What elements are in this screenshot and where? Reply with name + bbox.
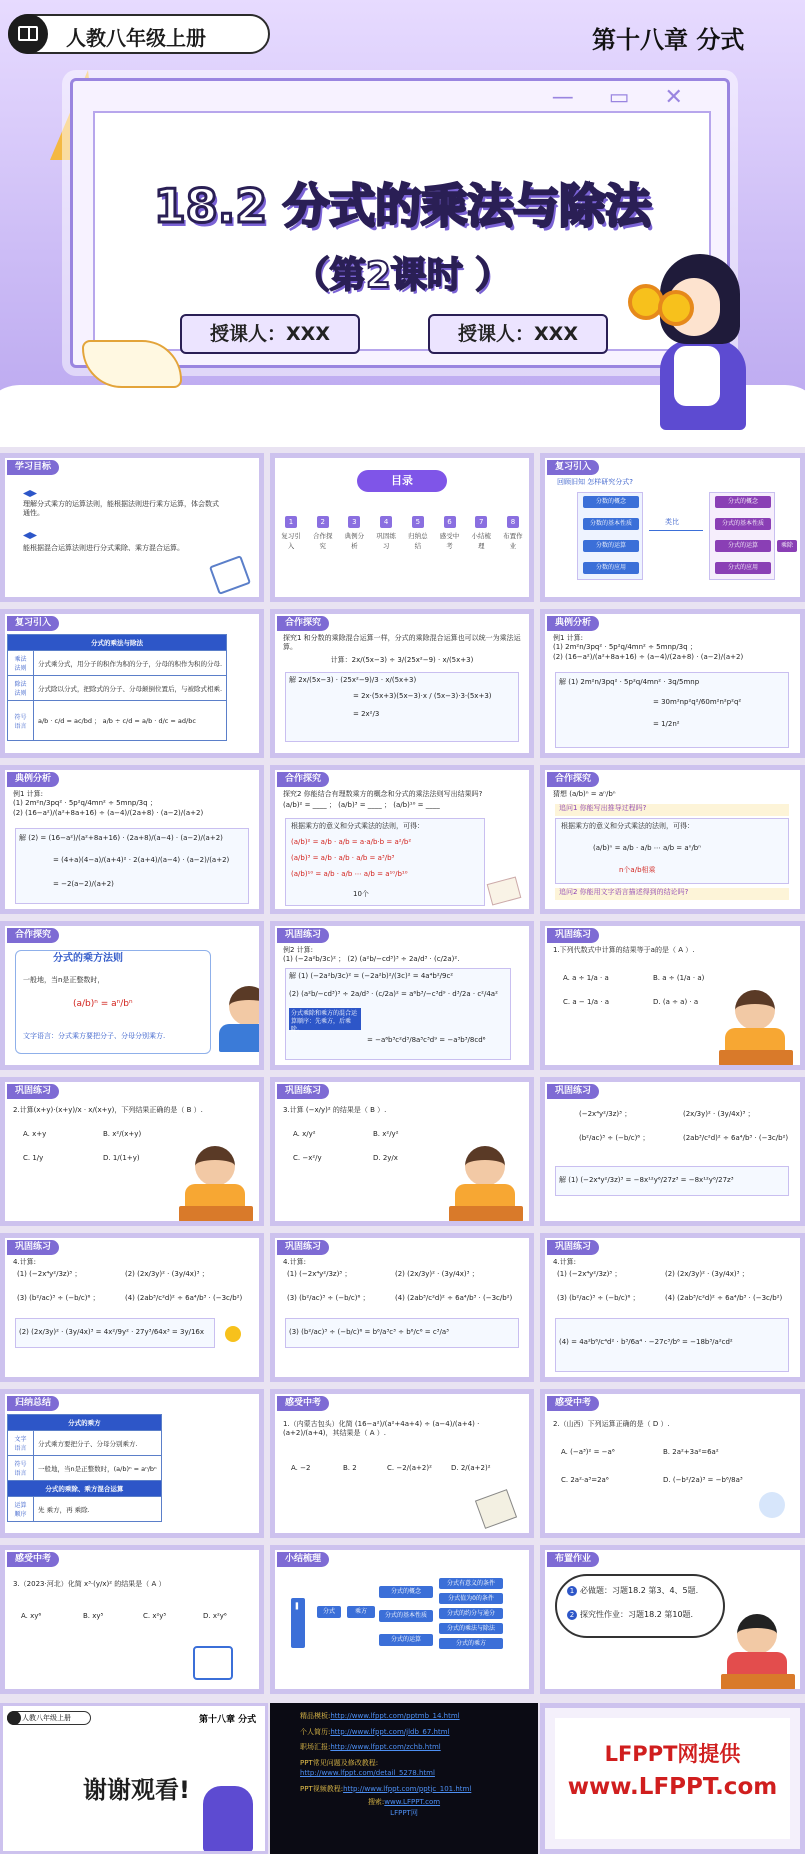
- pen-icon: [759, 1492, 785, 1518]
- table-cell: 文字语言: [8, 1431, 34, 1456]
- notepad-icon: [475, 1489, 517, 1529]
- slide-homework[interactable]: [540, 1545, 805, 1694]
- slide-exam-2[interactable]: [540, 1389, 805, 1538]
- window-controls: — ▭ ✕: [551, 85, 697, 110]
- slide-header: 复习引入: [547, 460, 599, 475]
- contents-item[interactable]: 3 典例分析: [344, 518, 365, 551]
- girl-illustration: [203, 1786, 253, 1852]
- explore-blanks: (a/b)² = ____ ； (a/b)³ = ____ ； (a/b)¹⁰ = ____: [283, 801, 440, 810]
- order-note: 分式乘除和乘方的混合运算顺序：先乘方，后乘除。: [289, 1008, 361, 1030]
- solution-line: = 2x²/3: [353, 710, 380, 718]
- explore-text: 探究1 和分数的乘除混合运算一样，分式的乘除混合运算也可以统一为乘法运算。: [283, 634, 521, 652]
- clipboard-icon: [193, 1646, 233, 1680]
- slide-header: 巩固练习: [547, 1084, 599, 1099]
- chapter-label: 第十八章 分式: [199, 1715, 257, 1725]
- slide-header: 典例分析: [547, 616, 599, 631]
- link-row[interactable]: 职场汇报:http://www.lfppt.com/zchb.html: [300, 1743, 441, 1751]
- slide-learning-goals[interactable]: [0, 453, 264, 602]
- brand-panel: [540, 1703, 805, 1854]
- slide-header: 巩固练习: [7, 1084, 59, 1099]
- question-label: 4.计算:: [13, 1258, 37, 1266]
- root-node: ▌: [291, 1598, 305, 1648]
- slide-header: 合作探究: [547, 772, 599, 787]
- slide-summary[interactable]: [0, 1389, 264, 1538]
- teacher-box-1: 授课人：XXX: [180, 314, 360, 354]
- rule-title: 分式的乘方法则: [53, 953, 123, 964]
- mindmap-leaf: 分式的乘法与除法: [439, 1623, 503, 1634]
- option-b[interactable]: B. 2a²+3a²=6a²: [663, 1448, 719, 1456]
- girl-with-binoculars-illustration: [640, 250, 750, 430]
- option-c[interactable]: C. x²y⁵: [143, 1612, 167, 1620]
- solution-line: 解 (1) 2m²n/3pq² · 5p²q/4mn² · 3q/5mnp: [559, 678, 700, 686]
- table-cell: 符号语言: [8, 1456, 34, 1481]
- explore-text: 探究2 你能结合有理数乘方的概念和分式的乘法法则写出结果吗?: [283, 790, 483, 798]
- slide-practice-1[interactable]: [270, 921, 534, 1070]
- brand-small: LFPPT网: [390, 1808, 418, 1817]
- slide-practice-2[interactable]: [540, 921, 805, 1070]
- slide-header: 典例分析: [7, 772, 59, 787]
- option-b[interactable]: B. a ÷ (1/a · a): [653, 974, 705, 982]
- contents-item[interactable]: 6 感受中考: [439, 518, 460, 551]
- option-c[interactable]: C. a − 1/a · a: [563, 998, 610, 1006]
- slide-header: 巩固练习: [547, 1240, 599, 1255]
- analogy-label: 类比: [665, 518, 679, 526]
- slide-header: 巩固练习: [277, 928, 329, 943]
- solution-line: (2) (2x/3y)² · (3y/4x)³ = 4x²/9y² · 27y³/64x³ = 3y/16x: [19, 1328, 204, 1336]
- solution-line: (2) (a²b/−cd³)³ ÷ 2a/d³ · (c/2a)² = a⁶b³/−c³d⁹ · d³/2a · c²/4a²: [289, 990, 498, 998]
- example-problem: (1) 2m²n/3pq² · 5p²q/4mn² ÷ 5mnp/3q ；: [13, 799, 157, 808]
- option-a[interactable]: A. x/y²: [293, 1130, 316, 1138]
- problem-2: (2) (2x/3y)² · (3y/4x)³ ；: [395, 1270, 479, 1278]
- table-cell: 乘法法则: [8, 651, 34, 676]
- slide-example-2[interactable]: [0, 765, 264, 914]
- table-title: 分式的乘方: [8, 1415, 162, 1431]
- math-expression: 计算：2x/(5x−3) ÷ 3/(25x²−9) · x/(5x+3): [330, 655, 474, 664]
- table-cell: 分式乘方要把分子、分母分别乘方.: [34, 1431, 162, 1456]
- ruler-icon: [209, 555, 251, 595]
- link-row[interactable]: 精品模板:http://www.lfppt.com/pptmb_14.html: [300, 1712, 460, 1720]
- option-c[interactable]: C. 2a²·a³=2a⁶: [561, 1476, 609, 1484]
- tag-label: 乘除: [777, 540, 797, 552]
- solution-line: (a/b)² = a/b · a/b = a·a/b·b = a²/b²: [291, 838, 412, 846]
- cover-slide: [0, 0, 805, 447]
- link-row[interactable]: PPT常见问题及修改教程: http://www.lfppt.com/detail_5278.html: [300, 1758, 435, 1777]
- speech-cloud: [555, 1574, 725, 1638]
- slide-header: 感受中考: [547, 1396, 599, 1411]
- grade-pill: 人教八年级上册: [7, 1711, 91, 1725]
- slide-header: 合作探究: [277, 772, 329, 787]
- example-problem: (1) 2m²n/3pq² · 5p²q/4mn² ÷ 5mnp/3q ；: [553, 643, 697, 652]
- count-label: 10个: [353, 890, 369, 898]
- slide-explore-3[interactable]: [540, 765, 805, 914]
- contents-item[interactable]: 5 归纳总结: [408, 518, 428, 551]
- slide-header: 合作探究: [7, 928, 59, 943]
- slide-power-rule[interactable]: [0, 921, 264, 1070]
- book-icon: [8, 14, 48, 54]
- slide-header: 归纳总结: [7, 1396, 59, 1411]
- concept-label: 分数的基本性质: [583, 518, 639, 530]
- homework-item-1: 1 必做题：习题18.2 第3、4、5题.: [567, 1586, 698, 1597]
- example-label: 例1 计算:: [13, 790, 44, 798]
- question-text: 2.计算(x+y)·(x+y)/x · x/(x+y)，下列结果正确的是（ B ）.: [13, 1106, 203, 1114]
- brand-line-2: www.LFPPT.com: [567, 1774, 778, 1800]
- slide-header: 复习引入: [7, 616, 59, 631]
- contents-list: [281, 516, 523, 596]
- follow-up-question: 追问1 你能写出推导过程吗?: [555, 804, 789, 816]
- problem-2: (2) (2x/3y)² · (3y/4x)³ ；: [125, 1270, 209, 1278]
- option-a[interactable]: A. x+y: [23, 1130, 47, 1138]
- problem-1: (1) (−2x⁴y²/3z)³ ；: [557, 1270, 622, 1278]
- homework-item-2: 2 探究性作业：习题18.2 第10题.: [567, 1610, 693, 1621]
- girl-at-desk-illustration: [721, 1614, 795, 1692]
- concept-label: 分数的概念: [583, 496, 639, 508]
- slide-practice-3[interactable]: [0, 1077, 264, 1226]
- problem-3: (b²/ac)³ ÷ (−b/c)⁶ ；: [579, 1134, 650, 1142]
- problem-4: (2ab³/c²d)² ÷ 6a⁴/b³ · (−3c/b²): [683, 1134, 789, 1142]
- slide-header: 布置作业: [547, 1552, 599, 1567]
- solution-line: 解 2x/(5x−3) · (25x²−9)/3 · x/(5x+3): [289, 676, 417, 684]
- student-at-desk-illustration: [449, 1146, 523, 1224]
- arrow-line: [649, 530, 703, 531]
- option-d[interactable]: D. (−b²/2a)³ = −b⁶/8a³: [663, 1476, 743, 1484]
- option-c[interactable]: C. −2/(a+2)²: [387, 1464, 432, 1472]
- goal-text-1: 理解分式乘方的运算法则，能根据法则进行乘方运算，体会数式通性。: [23, 500, 219, 518]
- mindmap-node: 分式的运算: [379, 1634, 433, 1646]
- search-row[interactable]: 搜索:www.LFPPT.com: [367, 1798, 441, 1806]
- diamond-icon: [23, 490, 37, 497]
- solution-line: = −2(a−2)/(a+2): [53, 880, 114, 888]
- solution-line: 解 (2) = (16−a²)/(a²+8a+16) · (2a+8)/(a−4) · (a−2)/(a+2): [19, 834, 223, 842]
- option-a[interactable]: A. −2: [291, 1464, 311, 1472]
- grade-pill: [8, 14, 270, 54]
- option-d[interactable]: D. x²y⁶: [203, 1612, 227, 1620]
- lesson-subtitle: （第2课时 ）: [293, 255, 512, 296]
- option-b[interactable]: B. xy⁵: [83, 1612, 104, 1620]
- slide-contents[interactable]: [270, 453, 534, 602]
- problem-4: (4) (2ab³/c²d)² ÷ 6a⁴/b³ · (−3c/b²): [125, 1294, 243, 1302]
- mindmap-node: 乘方: [347, 1606, 375, 1618]
- option-c[interactable]: C. 1/y: [23, 1154, 44, 1162]
- slide-header: 感受中考: [277, 1396, 329, 1411]
- slide-header: 合作探究: [277, 616, 329, 631]
- contents-item[interactable]: 7 小结梳理: [471, 518, 491, 551]
- solution-line: = 1/2n²: [653, 720, 680, 728]
- slide-header: 巩固练习: [7, 1240, 59, 1255]
- concept-label: 分数的运算: [583, 540, 639, 552]
- option-b[interactable]: B. x²/(x+y): [103, 1130, 142, 1138]
- slide-practice-7[interactable]: [270, 1233, 534, 1382]
- teacher-box-2: 授课人：XXX: [428, 314, 608, 354]
- solution-line: = (4+a)(4−a)/(a+4)² · 2(a+4)/(a−4) · (a−2)/(a+2): [53, 856, 230, 864]
- contents-item[interactable]: 2 合作探究: [312, 518, 333, 551]
- goal-text-2: 能根据混合运算法则进行分式乘除、乘方混合运算。: [23, 544, 184, 552]
- solution-line: (a/b)³ = a/b · a/b · a/b = a³/b³: [291, 854, 395, 862]
- rule-formula: (a/b)ⁿ = aⁿ/bⁿ: [73, 999, 133, 1009]
- link-row[interactable]: PPT视频教程:http://www.lfppt.com/pptjc_101.html: [300, 1784, 472, 1793]
- problem-2: (2) (2x/3y)² · (3y/4x)³ ；: [665, 1270, 749, 1278]
- solution-line: = 2x·(5x+3)(5x−3)·x / (5x−3)·3·(5x+3): [353, 692, 492, 700]
- promo-links-panel: [270, 1703, 538, 1854]
- example-problem: (2) (16−a²)/(a²+8a+16) ÷ (a−4)/(2a+8) · (a−2)/(a+2): [13, 808, 204, 817]
- option-b[interactable]: B. x²/y²: [373, 1130, 399, 1138]
- question-text: 3.（2023·河北）化简 x³·(y/x)² 的结果是（ A ）: [13, 1580, 166, 1588]
- solution-line: (3) (b²/ac)³ ÷ (−b/c)⁶ = b⁶/a³c³ ÷ b⁶/c⁶ = c³/a³: [289, 1328, 449, 1336]
- slide-header: 巩固练习: [277, 1084, 329, 1099]
- option-c[interactable]: C. −x²/y: [293, 1154, 322, 1162]
- slide-explore-2[interactable]: [270, 765, 534, 914]
- contents-item[interactable]: 1 复习引入: [281, 518, 301, 551]
- table-cell: 除法法则: [8, 676, 34, 701]
- problem-1: (−2x⁴y²/3z)³ ；: [579, 1110, 632, 1118]
- slide-example-1[interactable]: [540, 609, 805, 758]
- lightbulb-icon: [225, 1326, 241, 1342]
- example-label: 例1 计算:: [553, 634, 584, 642]
- concept-label: 分式的应用: [715, 562, 771, 574]
- book-icon: [487, 876, 522, 905]
- concept-label: 分数的应用: [583, 562, 639, 574]
- problem-4: (4) (2ab³/c²d)² ÷ 6a⁴/b³ · (−3c/b²): [665, 1294, 783, 1302]
- link-row[interactable]: 个人简历:http://www.lfppt.com/jldb_67.html: [300, 1727, 450, 1736]
- thanks-text: 谢谢观看!: [83, 1776, 190, 1804]
- student-at-desk-illustration: [179, 1146, 253, 1224]
- slide-review-intro-2[interactable]: [0, 609, 264, 758]
- option-d[interactable]: D. 1/(1+y): [103, 1154, 140, 1162]
- solution-line: 根据乘方的意义和分式乘法的法则，可得：: [291, 822, 424, 830]
- problem-1: (1) (−2x⁴y²/3z)³ ；: [17, 1270, 82, 1278]
- problem-4: (4) (2ab³/c²d)² ÷ 6a⁴/b³ · (−3c/b²): [395, 1294, 513, 1302]
- option-a[interactable]: A. a ÷ 1/a · a: [563, 974, 609, 982]
- solution-line: 解 (1) (−2a²b/3c)² = (−2a²b)²/(3c)² = 4a⁴b²/9c²: [289, 972, 454, 980]
- conjecture-text: 猜想 (a/b)ⁿ = aⁿ/bⁿ: [553, 790, 616, 798]
- problem-3: (3) (b²/ac)³ ÷ (−b/c)⁶ ；: [287, 1294, 370, 1302]
- mindmap-node: 分式的概念: [379, 1586, 433, 1598]
- slide-header: 小结梳理: [277, 1552, 329, 1567]
- follow-up-question: 追问2 你能用文字语言描述得到的结论吗?: [555, 888, 789, 900]
- question-text: 1.下列代数式中计算的结果等于a的是（ A ）.: [553, 946, 695, 954]
- question-text: 3.计算 (−x/y)² 的结果是（ B ）.: [283, 1106, 387, 1114]
- mindmap-leaf: 分式值为0的条件: [439, 1593, 503, 1604]
- table-cell: 符号语言: [8, 701, 34, 741]
- table-title: 分式的乘法与除法: [8, 635, 227, 651]
- slide-header: 巩固练习: [547, 928, 599, 943]
- slide-practice-5[interactable]: [540, 1077, 805, 1226]
- option-d[interactable]: D. (a ÷ a) · a: [653, 998, 699, 1006]
- slide-header: 学习目标: [7, 460, 59, 475]
- slide-header: 巩固练习: [277, 1240, 329, 1255]
- slide-exam-3[interactable]: [0, 1545, 264, 1694]
- mindmap-leaf: 分式的乘方: [439, 1638, 503, 1649]
- table-cell: 运算顺序: [8, 1497, 34, 1522]
- problem-3: (3) (b²/ac)³ ÷ (−b/c)⁶ ；: [17, 1294, 100, 1302]
- solution-line: = 30m²np²q²/60m²n²p²q²: [653, 698, 742, 706]
- solution-line: (a/b)ⁿ = a/b · a/b ⋯ a/b = aⁿ/bⁿ: [593, 844, 702, 852]
- student-at-desk-illustration: [719, 990, 793, 1068]
- slide-practice-6[interactable]: [0, 1233, 264, 1382]
- lesson-title: 18.2 分式的乘法与除法: [153, 179, 652, 233]
- solution-line: 解 (1) (−2x⁴y²/3z)³ = −8x¹²y⁶/27z³ = −8x¹²y⁶/27z³: [559, 1176, 734, 1184]
- question-label: 4.计算:: [553, 1258, 577, 1266]
- table-cell: 分式乘分式，用分子的积作为积的分子，分母的积作为积的分母.: [34, 651, 227, 676]
- book-icon: [7, 1711, 21, 1725]
- example-problem: (2) (16−a²)/(a²+8a+16) ÷ (a−4)/(2a+8) · (a−2)/(a+2): [553, 652, 744, 661]
- slide-practice-4[interactable]: [270, 1077, 534, 1226]
- option-a[interactable]: A. (−a³)² = −a⁶: [561, 1448, 615, 1456]
- concept-label: 分式的概念: [715, 496, 771, 508]
- concept-label: 分式的运算: [715, 540, 771, 552]
- slide-exam-1[interactable]: [270, 1389, 534, 1538]
- solution-line: = −a⁶b³c²d³/8a³c³d⁹ = −a³b³/8cd⁶: [367, 1036, 486, 1044]
- solution-line: 根据乘方的意义和分式乘法的法则，可得：: [561, 822, 694, 830]
- table-cell: 先 乘方，再 乘除.: [34, 1497, 162, 1522]
- review-table: [7, 634, 227, 741]
- rule-verbal: 文字语言：分式乘方要把分子、分母分别乘方.: [23, 1032, 166, 1040]
- table-cell: 一般地，当n是正整数时，(a/b)ⁿ = aⁿ/bⁿ: [34, 1456, 162, 1481]
- contents-item[interactable]: 4 巩固练习: [376, 518, 396, 551]
- question-text: 1.（内蒙古包头）化简 (16−a²)/(a²+4a+4) ÷ (a−4)/(a+4) · (a+2)/(a+4)，其结果是（ A ）.: [283, 1420, 480, 1438]
- slide-explore-1[interactable]: [270, 609, 534, 758]
- table-cell: a/b · c/d = ac/bd ； a/b ÷ c/d = a/b · d/c = ad/bc: [34, 701, 227, 741]
- table-cell: 分式除以分式，把除式的分子、分母颠倒位置后，与被除式相乘.: [34, 676, 227, 701]
- example-problem: (1) (−2a²b/3c)² ； (2) (a²b/−cd³)³ ÷ 2a/d³ · (c/2a)².: [283, 955, 460, 964]
- summary-table: [7, 1414, 162, 1522]
- contents-item[interactable]: 8 布置作业: [503, 518, 523, 551]
- option-a[interactable]: A. xy⁶: [21, 1612, 42, 1620]
- grade-label: 人教八年级上册: [66, 26, 206, 50]
- slide-mindmap[interactable]: [270, 1545, 534, 1694]
- review-question: 回顾旧知 怎样研究分式?: [557, 478, 633, 486]
- option-b[interactable]: B. 2: [343, 1464, 357, 1472]
- option-d[interactable]: D. 2y/x: [373, 1154, 398, 1162]
- mindmap-leaf: 分式有意义的条件: [439, 1578, 503, 1589]
- slide-header: 感受中考: [7, 1552, 59, 1567]
- slide-review-intro-1[interactable]: [540, 453, 805, 602]
- contents-title: 目录: [357, 470, 447, 492]
- question-label: 4.计算:: [283, 1258, 307, 1266]
- chapter-label: 第十八章 分式: [592, 26, 745, 54]
- mindmap-node: 分式: [317, 1606, 341, 1618]
- brand-line-1: LFPPT网提供: [604, 1742, 741, 1766]
- slide-thanks[interactable]: [0, 1703, 268, 1854]
- slide-practice-8[interactable]: [540, 1233, 805, 1382]
- brace-label: n个a/b相乘: [619, 866, 656, 874]
- table-title: 分式的乘除、乘方混合运算: [8, 1481, 162, 1497]
- rule-text: 一般地，当n是正整数时，: [23, 976, 105, 984]
- student-illustration: [213, 986, 264, 1064]
- example-label: 例2 计算:: [283, 946, 314, 954]
- solution-line: (4) = 4a²b⁶/c⁴d² · b³/6a⁴ · −27c³/b⁶ = −18b³/a²cd²: [559, 1338, 733, 1346]
- problem-3: (3) (b²/ac)³ ÷ (−b/c)⁶ ；: [557, 1294, 640, 1302]
- diamond-icon: [23, 532, 37, 539]
- problem-2: (2x/3y)² · (3y/4x)³ ；: [683, 1110, 755, 1118]
- concept-label: 分式的基本性质: [715, 518, 771, 530]
- mindmap-node: 分式的基本性质: [379, 1610, 433, 1622]
- mindmap-leaf: 分式的约分与通分: [439, 1608, 503, 1619]
- solution-line: (a/b)¹⁰ = a/b · a/b ⋯ a/b = a¹⁰/b¹⁰: [291, 870, 408, 878]
- problem-1: (1) (−2x⁴y²/3z)³ ；: [287, 1270, 352, 1278]
- question-text: 2.（山西）下列运算正确的是（ D ）.: [553, 1420, 670, 1428]
- option-d[interactable]: D. 2/(a+2)²: [451, 1464, 491, 1472]
